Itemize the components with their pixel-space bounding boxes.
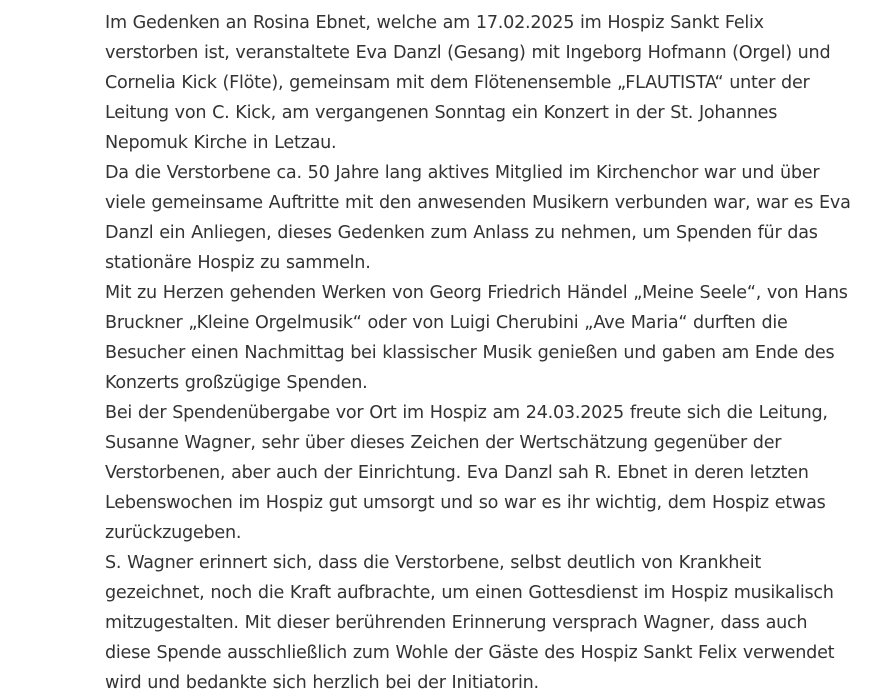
article-paragraph: Da die Verstorbene ca. 50 Jahre lang aktives Mitglied im Kirchenchor war und über viele gemeinsame Auftritte mit den anwesenden Musikern verbunden war, war es Eva Danzl ein Anliegen, dieses Gedenken zum Anlass zu nehmen, um Spenden für das stationäre Hospiz zu sammeln. [105,163,851,273]
article-paragraph: Im Gedenken an Rosina Ebnet, welche am 17.02.2025 im Hospiz Sankt Felix verstorben ist, veranstaltete Eva Danzl (Gesang) mit Ingeborg Hofmann (Orgel) und Cornelia Kick (Flöte), gemeinsam mit dem Flötenensemble „FLAUTISTA“ unter der Leitung von C. Kick, am vergangenen Sonntag ein Konzert in der St. Johannes Nepomuk Kirche in Letzau. [105,13,831,153]
article-body [105,8,855,698]
article-paragraph: Mit zu Herzen gehenden Werken von Georg Friedrich Händel „Meine Seele“, von Hans Bruckner „Kleine Orgelmusik“ oder von Luigi Cherubini „Ave Maria“ durften die Besucher einen Nachmittag bei klassischer Musik genießen und gaben am Ende des Konzerts großzügige Spenden. [105,283,848,393]
article-paragraph: Bei der Spendenübergabe vor Ort im Hospiz am 24.03.2025 freute sich die Leitung, Susanne Wagner, sehr über dieses Zeichen der Wertschätzung gegenüber der Verstorbenen, aber auch der Einrichtung. Eva Danzl sah R. Ebnet in deren letzten Lebenswochen im Hospiz gut umsorgt und so war es ihr wichtig, dem Hospiz etwas zurückzugeben. [105,403,828,543]
article-paragraph: S. Wagner erinnert sich, dass die Verstorbene, selbst deutlich von Krankheit gezeichnet, noch die Kraft aufbrachte, um einen Gottesdienst im Hospiz musikalisch mitzugestalten. Mit dieser berührenden Erinnerung versprach Wagner, dass auch diese Spende ausschließlich zum Wohle der Gäste des Hospiz Sankt Felix verwendet wird und bedankte sich herzlich bei der Initiatorin. [105,553,835,693]
